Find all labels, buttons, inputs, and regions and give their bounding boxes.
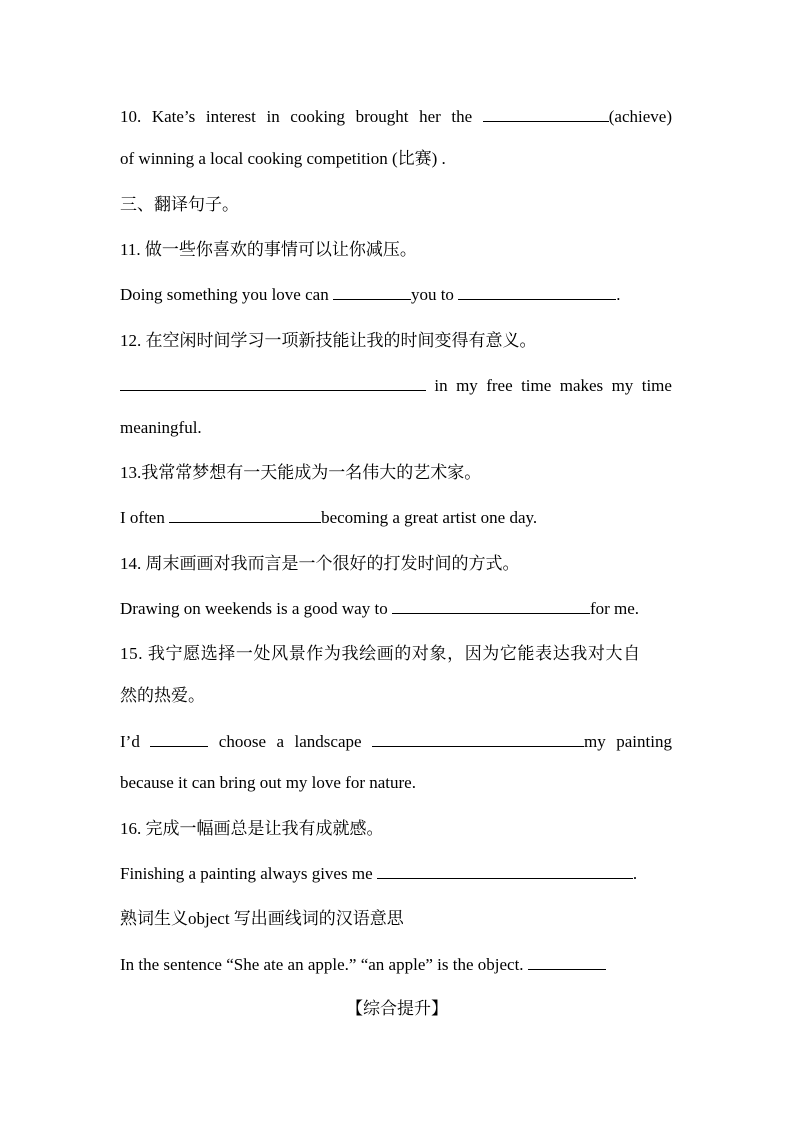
q12-word: free (486, 376, 513, 395)
q15-blank-1[interactable] (150, 731, 208, 747)
q14-text: for me. (589, 599, 640, 618)
q10-word: in (266, 107, 280, 126)
q15-word: choose (218, 732, 267, 751)
q12-word: my (611, 376, 634, 395)
q10-number: 10. (120, 107, 142, 126)
q16-text: . (632, 864, 638, 883)
q10-word: cooking (290, 107, 346, 126)
q15-word: landscape (294, 732, 362, 751)
vocab-sentence: In the sentence “She ate an apple.” “an apple” is the object. (120, 955, 528, 974)
q10-line-1 (120, 106, 672, 128)
q11-blank-1[interactable] (333, 284, 411, 300)
q10-word: brought (355, 107, 409, 126)
q13-text: I often (120, 508, 170, 527)
footer-heading: 【综合提升】 (346, 999, 448, 1018)
q12-word: in (434, 376, 448, 395)
q10-word: the (451, 107, 473, 126)
q11-prompt: 11. 做一些你喜欢的事情可以让你减压。 (120, 240, 417, 259)
q13-text: becoming a great artist one day. (321, 508, 538, 527)
q14-text: Drawing on weekends is a good way to (120, 599, 392, 618)
q11-answer-line (120, 284, 620, 306)
q14-prompt: 14. 周末画画对我而言是一个很好的打发时间的方式。 (120, 554, 520, 573)
q15-line-3: because it can bring out my love for nature. (120, 773, 416, 792)
q10-line-2: of winning a local cooking competition (比赛) . (120, 149, 446, 168)
vocab-blank[interactable] (528, 954, 606, 970)
q12-word: makes (559, 376, 604, 395)
q16-text: Finishing a painting always gives me (120, 864, 377, 883)
q12-blank[interactable] (120, 375, 426, 391)
q15-blank-wrap (372, 731, 606, 753)
q13-blank[interactable] (169, 507, 321, 523)
q10-answer-blank-wrap (483, 106, 672, 128)
q12-word: time (641, 376, 672, 395)
q14-blank[interactable] (392, 598, 590, 614)
q11-blank-2[interactable] (458, 284, 616, 300)
q15-word: a (276, 732, 285, 751)
q11-text: you to (410, 285, 459, 304)
q10-word: Kate’s (151, 107, 196, 126)
vocab-sentence-line (120, 954, 606, 976)
q10-hint: (achieve) (608, 107, 672, 126)
section-heading: 三、翻译句子。 (120, 195, 239, 214)
q16-blank[interactable] (377, 863, 633, 879)
q13-answer-line (120, 507, 537, 529)
q15-word: painting (616, 732, 672, 751)
q12-line-3: meaningful. (120, 418, 202, 437)
q13-prompt: 13.我常常梦想有一天能成为一名伟大的艺术家。 (120, 463, 482, 482)
q14-answer-line (120, 598, 639, 620)
q15-word: my (584, 732, 606, 751)
q11-text: . (616, 285, 621, 304)
vocab-heading: 熟词生义object 写出画线词的汉语意思 (120, 909, 404, 928)
q12-word: my (456, 376, 478, 395)
q12-prompt: 12. 在空闲时间学习一项新技能让我的时间变得有意义。 (120, 331, 537, 350)
q16-answer-line (120, 863, 637, 885)
q10-word: her (419, 107, 441, 126)
q10-word: interest (205, 107, 256, 126)
q10-answer-blank[interactable] (483, 106, 609, 122)
q12-answer-line (120, 375, 672, 397)
q15-answer-line (120, 731, 672, 753)
q15-word: I’d (120, 732, 140, 751)
q15-blank-2[interactable] (372, 731, 584, 747)
q15-prompt-1: 15. 我宁愿选择一处风景作为我绘画的对象，因为它能表达我对大自 (120, 644, 641, 663)
q15-prompt-2: 然的热爱。 (120, 686, 205, 705)
q11-text: Doing something you love can (120, 285, 333, 304)
q16-prompt: 16. 完成一幅画总是让我有成就感。 (120, 819, 384, 838)
q12-word: time (521, 376, 552, 395)
